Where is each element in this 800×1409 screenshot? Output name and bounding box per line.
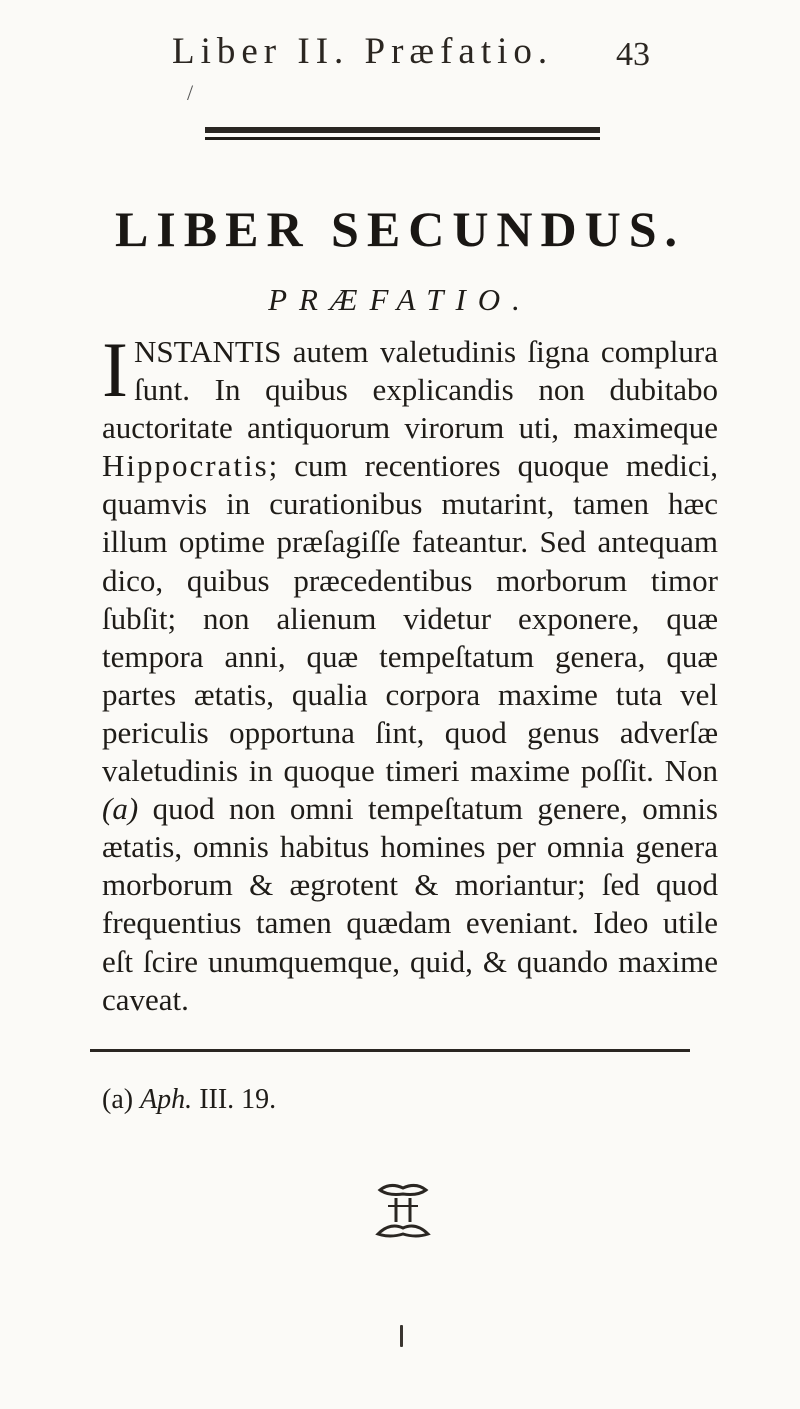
header-rule-thin [205,137,600,140]
paragraph-text-2: ; cum recentiores quoque medici, quamvis in curationibus mutarint, tamen hæc illum optime præſagiſſe fateantur. Sed antequam dico, quibus præcedentibus morborum timor ſubſit; non alienum videtur exponere, quæ tempora anni, quæ tempeſtatum genera, quæ partes ætatis, qualia corpora maxime tuta vel periculis opportuna ſint, quod genus adverſæ valetudinis in quoque timeri maxime poſſit. Non [102,448,718,789]
header-rule [205,127,600,133]
bottom-mark [400,1325,403,1347]
footnote-reference-number: III. 19. [199,1084,277,1115]
section-subtitle: PRÆFATIO. [268,282,532,317]
footnote-label: (a) [102,1084,134,1115]
page-number: 43 [616,36,650,73]
paragraph-text-3: quod non omni tempeſtatum genere, omnis ætatis, omnis habitus homines per omnia genera morborum & ægrotent & moriantur; ſed quod frequentius tamen quædam eveniant. Ideo utile eſt ſcire unumquemque, quid, & quando maxime caveat. [102,791,718,1017]
running-head-title: Liber II. Præfatio. [172,31,554,72]
running-head [160,30,680,80]
drop-initial: I [102,326,128,413]
paragraph-text-1: NSTANTIS autem valetudinis ſigna complura ſunt. In quibus explicandis non dubitabo auctoritate antiquorum virorum uti, maximeque [102,334,718,446]
footnote-reference: (a) [102,791,139,827]
footnote-rule [90,1049,690,1052]
author-name: Hippocratis [102,448,269,484]
footnote [102,1084,276,1116]
footnote-source: Aph. [140,1084,193,1115]
stray-mark: / [187,80,194,105]
preface-paragraph [102,326,718,1019]
book-title: LIBER SECUNDUS. [114,201,686,257]
ornament-icon [368,1176,438,1246]
